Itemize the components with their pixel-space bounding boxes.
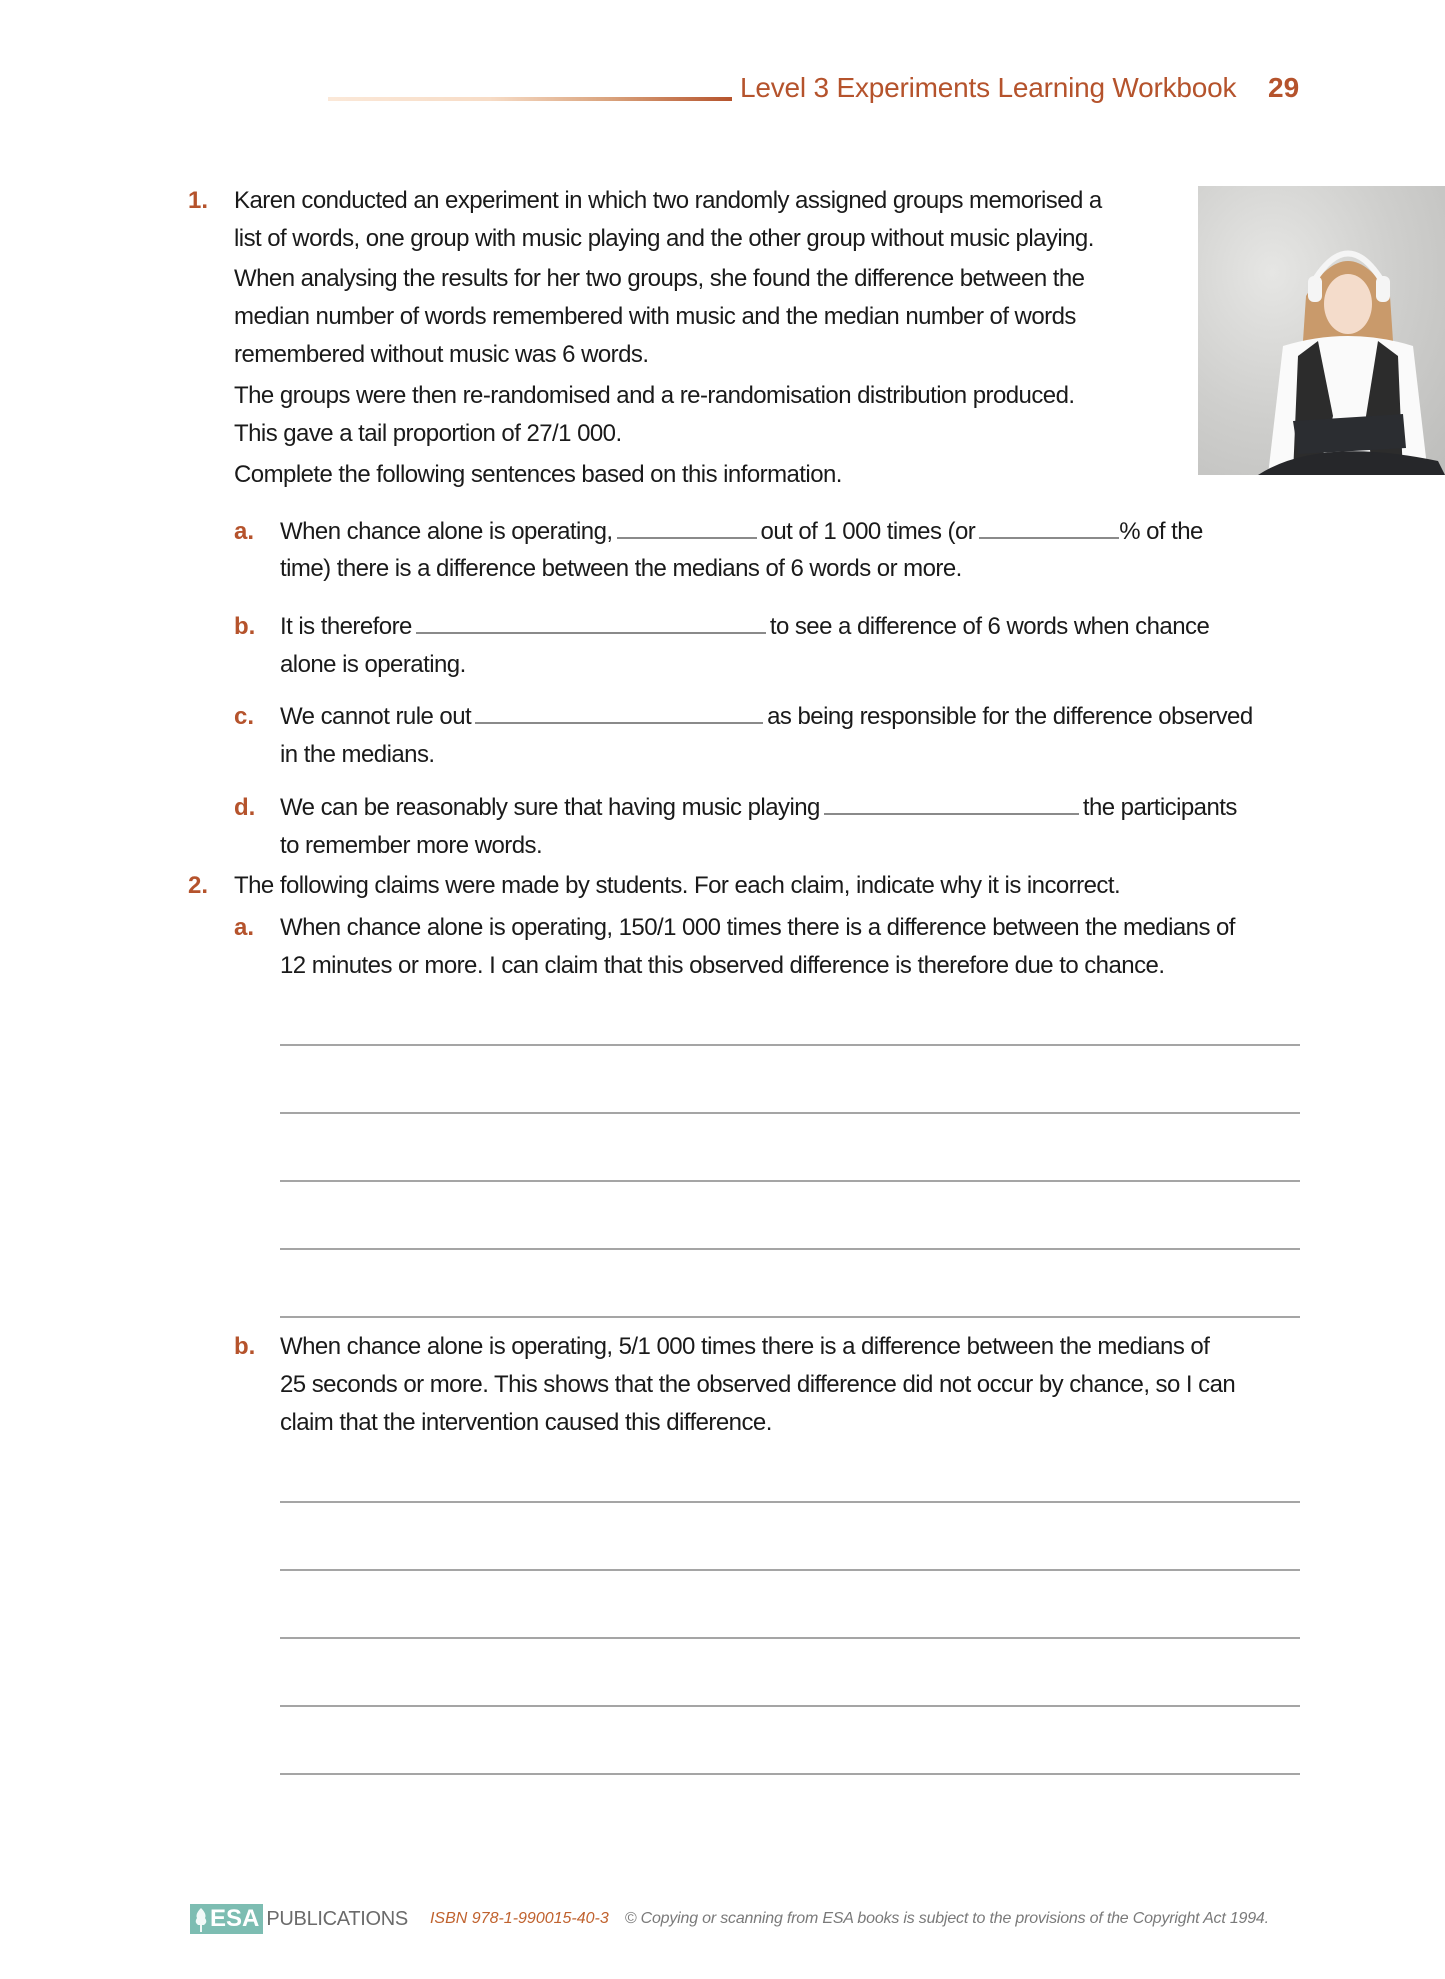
q1-text-line: Karen conducted an experiment in which two randomly assigned groups memorised a [234, 187, 1102, 214]
q1d-sentence [280, 793, 1237, 823]
q1d-text-1: We can be reasonably sure that having music playing [280, 794, 820, 821]
q2a-answer-line[interactable] [280, 1316, 1300, 1318]
q1-instruction: Complete the following sentences based on this information. [234, 461, 842, 488]
page-number: 29 [1268, 72, 1300, 103]
q1-text-line: The groups were then re-randomised and a re-randomisation distribution produced. [234, 382, 1075, 409]
q1c-label: c. [234, 703, 255, 730]
q2a-answer-line[interactable] [280, 1248, 1300, 1250]
woman-reading-image [1198, 186, 1445, 475]
header-rule [328, 97, 732, 101]
q1b-blank[interactable] [416, 612, 766, 634]
footer [190, 1903, 1269, 1935]
q1c-blank[interactable] [475, 702, 763, 724]
q1b-text-2: to see a difference of 6 words when chance [769, 613, 1210, 640]
q2b-answer-line[interactable] [280, 1773, 1300, 1775]
q2b-answer-line[interactable] [280, 1637, 1300, 1639]
q2a-answer-line[interactable] [280, 1112, 1300, 1114]
q2b-label: b. [234, 1333, 256, 1360]
q1-text-line: When analysing the results for her two groups, she found the difference between the [234, 265, 1085, 292]
q1b-line-2: alone is operating. [280, 651, 466, 678]
q2b-answer-line[interactable] [280, 1569, 1300, 1571]
q2b-claim-line: When chance alone is operating, 5/1 000 times there is a difference between the medians of [280, 1333, 1210, 1360]
q1d-text-2: the participants [1082, 794, 1237, 821]
isbn: ISBN 978-1-990015-40-3 [429, 1910, 609, 1927]
q2a-claim-line: When chance alone is operating, 150/1 000 times there is a difference between the medians of [280, 914, 1235, 941]
q1-text-line: list of words, one group with music playing and the other group without music playing. [234, 225, 1094, 252]
q1a-text-2: out of 1 000 times (or [760, 518, 976, 545]
esa-logo [190, 1904, 263, 1934]
q1c-sentence [280, 702, 1253, 732]
q1b-sentence [280, 612, 1209, 642]
q1d-line-2: to remember more words. [280, 832, 543, 859]
question-2-number: 2. [188, 872, 209, 899]
publisher-name: PUBLICATIONS [266, 1907, 408, 1930]
q2-intro: The following claims were made by students. For each claim, indicate why it is incorrect. [234, 872, 1121, 899]
q1-text-line: median number of words remembered with music and the median number of words [234, 303, 1076, 330]
copyright-notice: © Copying or scanning from ESA books is subject to the provisions of the Copyright Act 1994. [624, 1910, 1269, 1927]
q1a-label: a. [234, 518, 255, 545]
q2b-claim-line: claim that the intervention caused this difference. [280, 1409, 772, 1436]
q1c-text-2: as being responsible for the difference observed [767, 703, 1253, 730]
q2a-label: a. [234, 914, 255, 941]
q1a-text-1: When chance alone is operating, [280, 518, 613, 545]
q1-text-line: remembered without music was 6 words. [234, 341, 649, 368]
question-1-number: 1. [188, 187, 209, 214]
logo-text: ESA [210, 1905, 260, 1932]
q1a-text-3: % of the [1119, 518, 1203, 545]
q1a-sentence [280, 517, 1203, 547]
q2a-answer-line[interactable] [280, 1180, 1300, 1182]
q2b-answer-line[interactable] [280, 1705, 1300, 1707]
q1b-label: b. [234, 613, 256, 640]
q1c-text-1: We cannot rule out [280, 703, 472, 730]
q1d-label: d. [234, 794, 256, 821]
tree-icon [192, 1906, 210, 1932]
q1d-blank[interactable] [824, 793, 1079, 815]
q1a-line-2: time) there is a difference between the medians of 6 words or more. [280, 555, 962, 582]
q2b-claim-line: 25 seconds or more. This shows that the observed difference did not occur by chance, so I can [280, 1371, 1236, 1398]
q1a-blank-count[interactable] [617, 517, 757, 539]
q2a-answer-line[interactable] [280, 1044, 1300, 1046]
q1b-text-1: It is therefore [280, 613, 412, 640]
student-photo [1198, 186, 1445, 475]
q2a-claim-line: 12 minutes or more. I can claim that this observed difference is therefore due to chance. [280, 952, 1165, 979]
q2b-answer-line[interactable] [280, 1501, 1300, 1503]
book-title: Level 3 Experiments Learning Workbook [740, 72, 1237, 103]
q1c-line-2: in the medians. [280, 741, 435, 768]
q1a-blank-percent[interactable] [979, 517, 1119, 539]
q1-text-line: This gave a tail proportion of 27/1 000. [234, 420, 622, 447]
